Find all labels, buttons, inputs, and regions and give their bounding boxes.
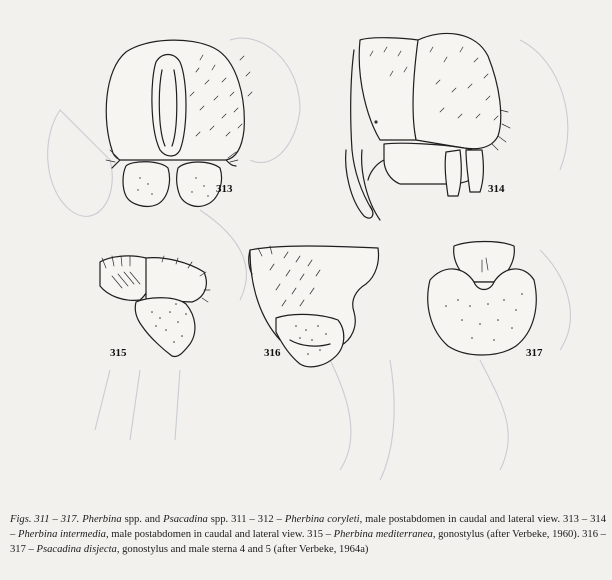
caption-genus-psacadina: Psacadina (163, 514, 208, 525)
figure-number-316: 316 (264, 347, 281, 359)
caption-species-mediterranea: Pherbina mediterranea (333, 529, 433, 540)
figure-number-313: 313 (216, 183, 233, 195)
caption-text-5: , gonostylus (after Verbeke, 1960). 316 – 317 – (10, 529, 606, 555)
figure-caption (10, 512, 606, 557)
figure-number-314: 314 (488, 183, 505, 195)
figure-314 (346, 33, 510, 220)
figure-316 (249, 246, 379, 367)
figure-number-315: 315 (110, 347, 127, 359)
figure-315 (100, 256, 210, 359)
caption-species-intermedia: Pherbina intermedia (17, 529, 106, 540)
caption-figure-range: Figs. 311 – 317. (10, 514, 80, 525)
caption-species-coryleti: Pherbina coryleti (284, 514, 360, 525)
figure-317 (428, 242, 543, 360)
caption-text-1: spp. and (121, 514, 164, 525)
caption-text-2: spp. 311 – 312 – (207, 514, 285, 525)
caption-text-4: , male postabdomen in caudal and lateral view. 315 – (105, 529, 334, 540)
figure-313 (106, 40, 252, 206)
caption-genus-pherbina: Pherbina (82, 514, 122, 525)
caption-text-3: , male postabdomen in caudal and lateral view. 313 – 314 – (10, 514, 606, 540)
caption-text-6: , gonostylus and male sterna 4 and 5 (after Verbeke, 1964a) (116, 544, 369, 555)
caption-species-disjecta: Psacadina disjecta (36, 544, 117, 555)
figure-number-317: 317 (526, 347, 543, 359)
